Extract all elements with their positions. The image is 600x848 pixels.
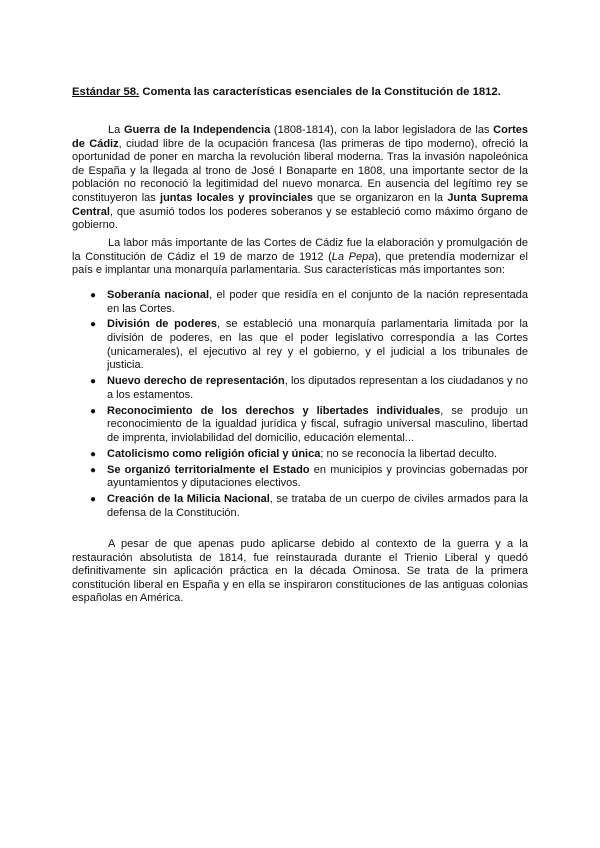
item-bold: Soberanía nacional (107, 289, 210, 301)
text-run: , ciudad libre de la ocupación francesa (las primeras de tipo moderno), ofreció la oportunidad de poner en marcha la revolución liberal moderna. Tras la invasión napoleónica de España y la llegada al trono de José I Bonaparte en 1808, una importante sector de la población no reconoció la legitimidad del nuevo monarca. En ausencia del legítimo rey se constituyeron las (72, 137, 528, 204)
bullet-icon: ● (90, 319, 97, 331)
text-run: La labor más importante de las Cortes de Cádiz fue la elaboración y promulgación de la Constitución de Cádiz el 19 de marzo de 1912 ( (72, 237, 528, 263)
bullet-icon: ● (90, 448, 97, 460)
list-item (90, 289, 528, 316)
bold-run: Junta Suprema Central (72, 191, 528, 218)
text-run: (1808-1814), con la labor legisladora de las (270, 124, 494, 136)
list-item (90, 464, 528, 491)
text-run: La (108, 124, 124, 136)
item-bold: División de poderes (107, 318, 217, 331)
item-text: en municipios y provincias gobernadas por ayuntamientos y diputaciones electivos. (107, 463, 528, 490)
title-text: Comenta las características esenciales de la Constitución de 1812. (139, 86, 501, 98)
item-text: ; no se reconocía la libertad deculto. (320, 447, 498, 460)
item-bold: Nuevo derecho de representación (107, 375, 285, 388)
item-bold: Reconocimiento de los derechos y libertades individuales (107, 404, 441, 417)
item-text: , se estableció una monarquía parlamentaria limitada por la división de poderes, en las que el poder legislativo correspondía a las Cortes (unicamerales), el ejecutivo al rey y el gobierno, y el judicial a los tribunales de justicia. (107, 318, 529, 372)
list-item (90, 318, 528, 372)
item-text: , el poder que residía en el conjunto de la nación representada en las Cortes. (107, 289, 528, 315)
text-run: ), que pretendía modernizar el país e implantar una monarquía parlamentaria. Sus características más importantes son: (72, 250, 528, 277)
characteristics-list (90, 289, 528, 523)
bullet-icon: ● (90, 376, 97, 388)
bullet-icon: ● (90, 494, 97, 506)
paragraph-conclusion (72, 538, 528, 606)
page-title (72, 85, 542, 99)
italic-run: La Pepa (331, 250, 375, 263)
bullet-icon: ● (90, 405, 97, 417)
standard-label: Estándar 58. (72, 86, 140, 98)
item-bold: Se organizó territorialmente el Estado (107, 463, 310, 476)
paragraph-intro (72, 124, 528, 233)
list-item (90, 493, 528, 520)
bullet-icon: ● (90, 290, 97, 301)
text-run: , que asumió todos los poderes soberanos y se estableció como máximo órgano de gobierno. (72, 205, 528, 232)
item-text: , se trataba de un cuerpo de civiles armados para la defensa de la Constitución. (107, 493, 528, 519)
bold-run: Guerra de la Independencia (123, 124, 271, 136)
bold-run: Cortes de Cádiz (72, 124, 528, 150)
paragraph-cortes (72, 237, 528, 278)
item-text: , se produjo un reconocimiento de la igualdad jurídica y fiscal, sufragio universal masculino, libertad de imprenta, inviolabilidad del domicilio, educación elemental... (107, 404, 528, 444)
list-item (90, 375, 528, 402)
item-bold: Creación de la Milicia Nacional (107, 493, 270, 506)
list-item (90, 448, 528, 462)
text-run: que se organizaron en la (312, 191, 448, 204)
text-run: A pesar de que apenas pudo aplicarse debido al contexto de la guerra y a la restauración absolutista de 1814, fue reinstaurada durante el Trienio Liberal y quedó definitivamente sin aplicación práctica en la década Ominosa. Se trata de la primera constitución liberal en España y en ella se inspiraron constituciones de las antiguas colonias españolas en América. (72, 538, 528, 605)
bullet-icon: ● (90, 464, 97, 476)
bold-run: juntas locales y provinciales (160, 191, 313, 204)
item-text: , los diputados representan a los ciudadanos y no a los estamentos. (107, 375, 528, 401)
list-item (90, 405, 528, 446)
item-bold: Catolicismo como religión oficial y única (107, 447, 321, 460)
